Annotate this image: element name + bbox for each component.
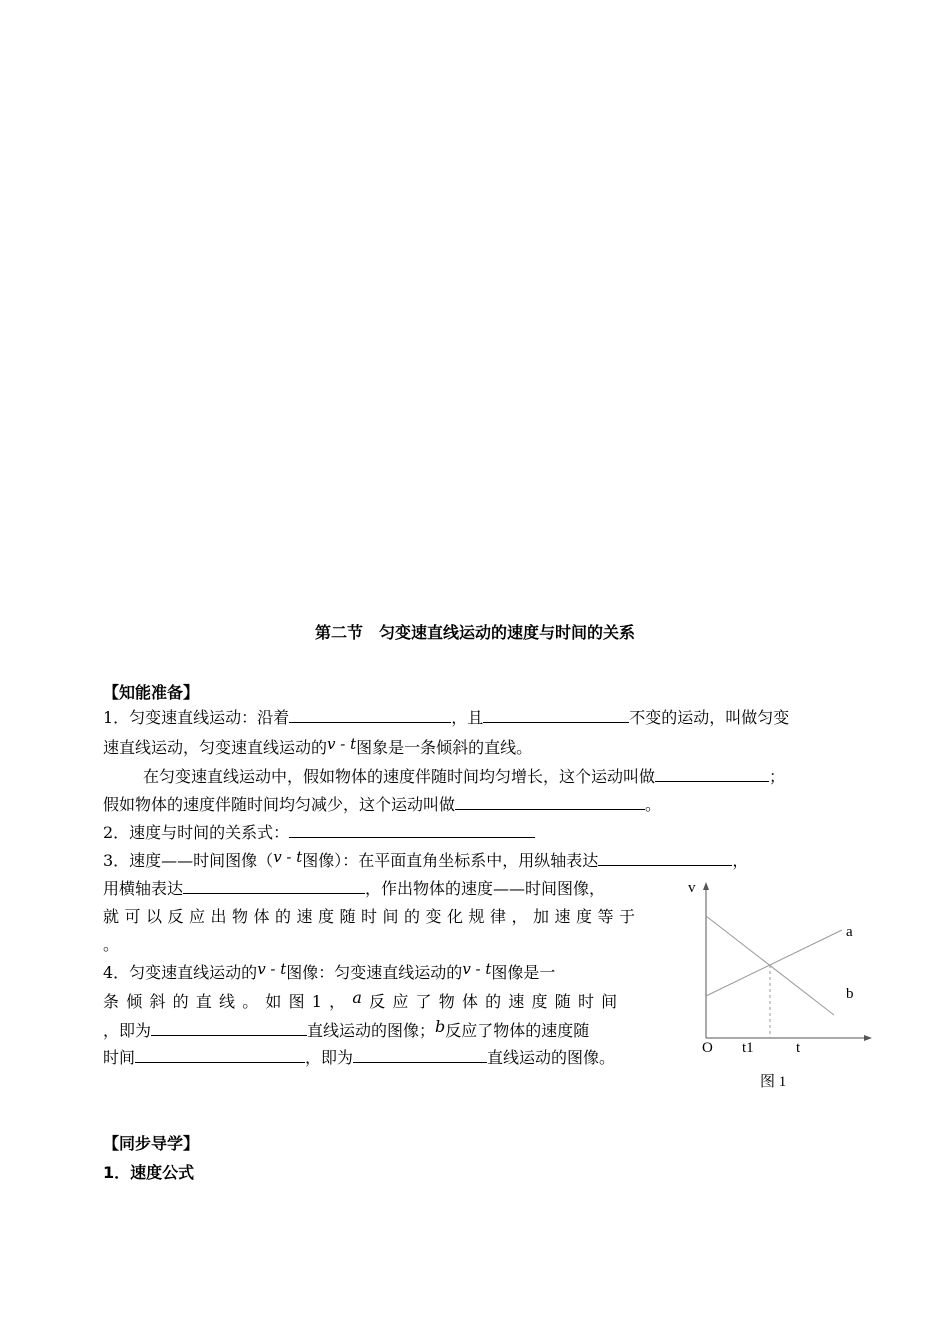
figure-1-vt-graph (680, 870, 880, 1100)
text: 3．速度——时间图像（ (103, 851, 274, 870)
text: ，即为 (103, 1021, 152, 1040)
v-t-symbol: v - t (257, 960, 287, 978)
text: 就可以反应出物体的速度随时间的变化规律，加速度等于 (103, 907, 641, 926)
symbol-a: a (352, 988, 370, 1007)
text: 在匀变速直线运动中，假如物体的速度伴随时间均匀增长，这个运动叫做 (143, 767, 656, 786)
blank-field[interactable] (353, 1048, 487, 1063)
page-title: 第二节 匀变速直线运动的速度与时间的关系 (314, 623, 635, 642)
section-heading-guide: 【同步导学】 (103, 1134, 200, 1153)
blank-field[interactable] (289, 823, 535, 838)
paragraph-1-line-1 (103, 708, 789, 728)
symbol-b: b (435, 1017, 446, 1036)
text: 反应了物体的速度随时间 (369, 992, 625, 1011)
blank-field[interactable] (455, 795, 645, 810)
blank-field[interactable] (598, 851, 732, 866)
paragraph-5-line-4 (103, 1048, 615, 1068)
blank-field[interactable] (151, 1021, 307, 1036)
paragraph-3 (103, 823, 535, 843)
text: ，作出物体的速度——时间图像， (365, 879, 606, 898)
text: ，即为 (305, 1048, 354, 1067)
text: ； (769, 767, 786, 786)
x-axis-arrow (864, 1035, 872, 1041)
paragraph-4-line-4 (103, 935, 119, 955)
paragraph-5-line-3 (103, 1017, 590, 1041)
text: 假如物体的速度伴随时间均匀减少，这个运动叫做 (103, 795, 456, 814)
text: ， (732, 851, 749, 870)
paragraph-4-line-1 (103, 848, 749, 871)
text: 2．速度与时间的关系式： (103, 823, 290, 842)
v-t-symbol: v - t (273, 848, 303, 866)
text: 条倾斜的直线。如图1， (103, 992, 353, 1011)
text: 图像：匀变速直线运动的 (286, 963, 463, 982)
text: 时间 (103, 1048, 136, 1067)
blank-field[interactable] (289, 708, 451, 723)
y-axis-arrow (703, 882, 709, 890)
origin-label: O (702, 1040, 713, 1056)
text: 速直线运动，匀变速直线运动的 (103, 738, 328, 757)
text: 反应了物体的速度随 (445, 1021, 590, 1040)
text: 1．匀变速直线运动：沿着 (103, 708, 290, 727)
text: 图象是一条倾斜的直线。 (356, 738, 533, 757)
paragraph-5-line-2 (103, 988, 625, 1012)
text: 图像是一 (491, 963, 556, 982)
line-b-label: b (846, 986, 854, 1002)
figure-caption: 图 1 (760, 1074, 787, 1090)
t1-label: t1 (742, 1040, 754, 1056)
paragraph-5-line-1 (103, 960, 556, 983)
paragraph-4-line-2 (103, 879, 605, 899)
line-a-label: a (846, 924, 853, 940)
text: 。 (645, 795, 662, 814)
text: 直线运动的图像； (307, 1021, 436, 1040)
v-t-symbol: v - t (462, 960, 492, 978)
blank-field[interactable] (655, 767, 769, 782)
paragraph-2-line-2 (103, 795, 661, 815)
text: ，且 (451, 708, 484, 727)
text: 。 (103, 935, 120, 954)
line-a (706, 930, 842, 996)
text: 用横轴表达 (103, 879, 184, 898)
v-t-symbol: v - t (327, 735, 357, 753)
paragraph-4-line-3 (103, 907, 641, 927)
text: 4．匀变速直线运动的 (103, 963, 258, 982)
y-axis-label: v (688, 880, 696, 896)
text: 图像）：在平面直角坐标系中，用纵轴表达 (302, 851, 599, 870)
paragraph-2-line-1 (143, 767, 785, 787)
blank-field[interactable] (483, 708, 629, 723)
blank-field[interactable] (183, 879, 365, 894)
section-heading-prepare: 【知能准备】 (103, 683, 200, 702)
t-label: t (796, 1040, 801, 1056)
text: 直线运动的图像。 (487, 1048, 616, 1067)
blank-field[interactable] (135, 1048, 305, 1063)
paragraph-1-line-2 (103, 735, 533, 758)
text: 不变的运动，叫做匀变 (629, 708, 790, 727)
subheading-velocity-formula: 1．速度公式 (103, 1163, 195, 1182)
